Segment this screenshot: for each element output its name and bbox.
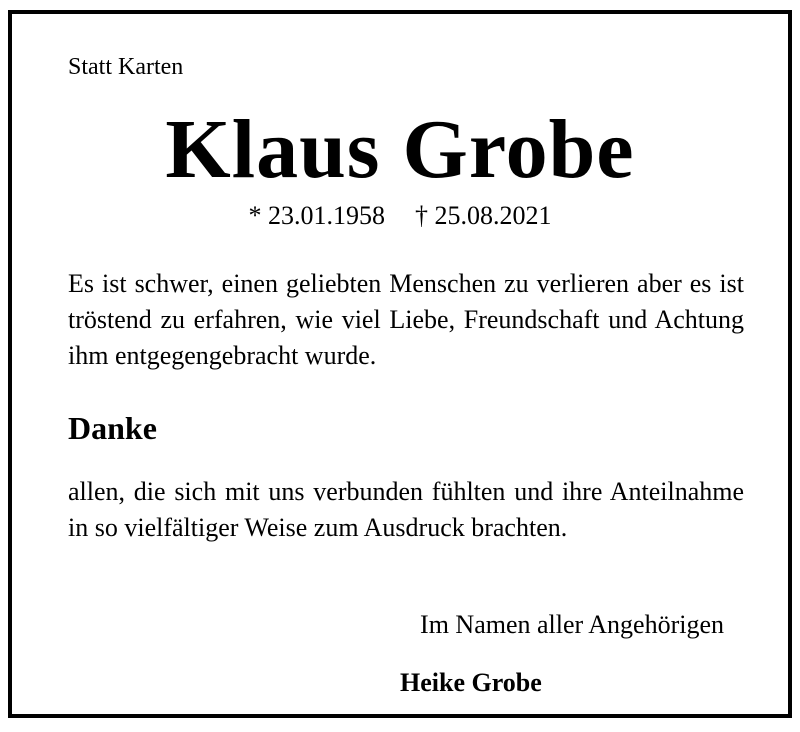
condolence-paragraph: Es ist schwer, einen geliebten Menschen zu verlieren aber es ist tröstend zu erfahren, wie viel Liebe, Freundschaft und Achtung ihm entgegengebracht wurde. xyxy=(68,269,744,370)
birth-date: * 23.01.1958 xyxy=(248,201,385,230)
death-date: † 25.08.2021 xyxy=(415,201,552,230)
thanks-paragraph: allen, die sich mit uns verbunden fühlten und ihre Anteilnahme in so vielfältiger Weise zum Ausdruck brachten. xyxy=(68,477,744,542)
notice-prefix: Statt Karten xyxy=(68,54,184,80)
thanks-heading: Danke xyxy=(68,410,157,446)
deceased-name: Klaus Grobe xyxy=(165,103,635,196)
life-dates xyxy=(12,200,788,232)
signer-name: Heike Grobe xyxy=(400,668,542,697)
on-behalf-line: Im Namen aller Angehörigen xyxy=(420,610,724,639)
notice-frame xyxy=(8,10,792,718)
